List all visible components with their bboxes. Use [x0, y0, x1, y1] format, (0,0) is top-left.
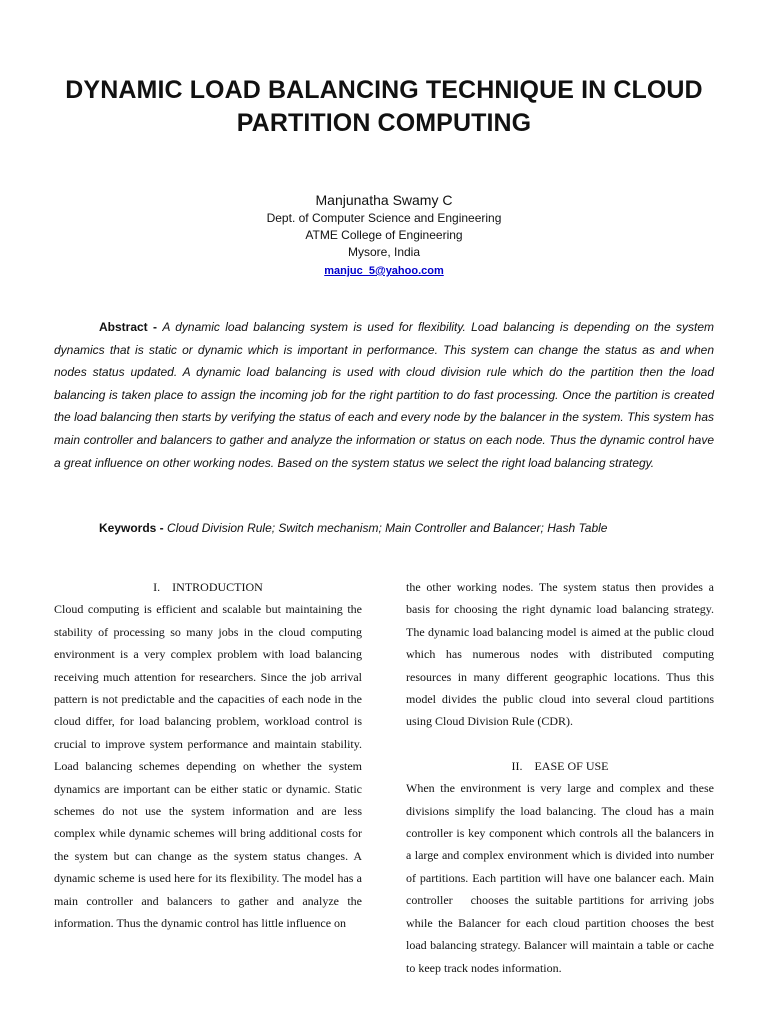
author-dept: Dept. of Computer Science and Engineering: [266, 211, 502, 225]
section-heading-introduction: I. INTRODUCTION: [153, 580, 263, 594]
right-column: [406, 576, 717, 979]
abstract-label: Abstract -: [99, 320, 158, 334]
left-column: [54, 576, 362, 935]
paper-title: [30, 74, 738, 140]
title-line-1: DYNAMIC LOAD BALANCING TECHNIQUE IN CLOUD: [65, 76, 703, 104]
author-block: [100, 190, 668, 279]
abstract: [54, 316, 714, 474]
introduction-continued-text: the other working nodes. The system status then provides a basis for choosing the right dynamic load balancing strategy. The dynamic load balancing model is aimed at the public cloud which has numerous nodes with distributed computing resources in many different geographic locations. Thus this model divides the public cloud into several cloud partitions using Cloud Division Rule (CDR).: [406, 580, 714, 729]
section-gap: [406, 733, 714, 755]
introduction-text: Cloud computing is efficient and scalable but maintaining the stability of processing so many jobs in the cloud computing environment is a very complex problem with load balancing receiving much attention for researchers. Since the job arrival pattern is not predictable and the capacities of each node in the cloud differ, for load balancing problem, workload control is crucial to improve system performance and maintain stability. Load balancing schemes depending on whether the system dynamics are important can be either static or dynamic. Static schemes do not use the system information and are less complex while dynamic schemes will bring additional costs for the system but can change as the system status changes. A dynamic scheme is used here for its flexibility. The model has a main controller and balancers to gather and analyze the information. Thus the dynamic control has little influence on: [54, 602, 362, 931]
ease-of-use-text: When the environment is very large and complex and these divisions simplify the load balancing. The cloud has a main controller is key component which controls all the balancers in a large and complex environment which is divided into number of partitions. Each partition will have one balancer each. Main controller chooses the suitable partitions for arriving jobs while the Balancer for each cloud partition chooses the best load balancing strategy. Balancer will maintain a table or cache to keep track nodes information.: [406, 781, 717, 975]
keywords-text: Cloud Division Rule; Switch mechanism; Main Controller and Balancer; Hash Table: [167, 521, 608, 535]
title-line-2: PARTITION COMPUTING: [236, 109, 532, 137]
author-email-link[interactable]: manjuc_5@yahoo.com: [324, 265, 444, 277]
keywords-label: Keywords -: [99, 521, 164, 535]
keywords: [54, 517, 714, 539]
abstract-text: A dynamic load balancing system is used for flexibility. Load balancing is depending on the system dynamics that is static or dynamic which is important in performance. This system can change the status as and when nodes status updated. A dynamic load balancing is used with cloud division rule which do the partition then the load balancing is taken place to assign the incoming job for the right partition to do fast processing. Once the partition is created the load balancing then starts by verifying the status of each and every node by the balancer in the system. This system has main controller and balancers to gather and analyze the information or status on each node. Thus the dynamic control have a great influence on other working nodes. Based on the system status we select the right load balancing strategy.: [54, 320, 714, 470]
section-heading-ease-of-use: II. EASE OF USE: [511, 758, 609, 773]
author-college: ATME College of Engineering: [305, 228, 463, 242]
author-name: Manjunatha Swamy C: [315, 192, 453, 208]
author-location: Mysore, India: [347, 245, 421, 259]
